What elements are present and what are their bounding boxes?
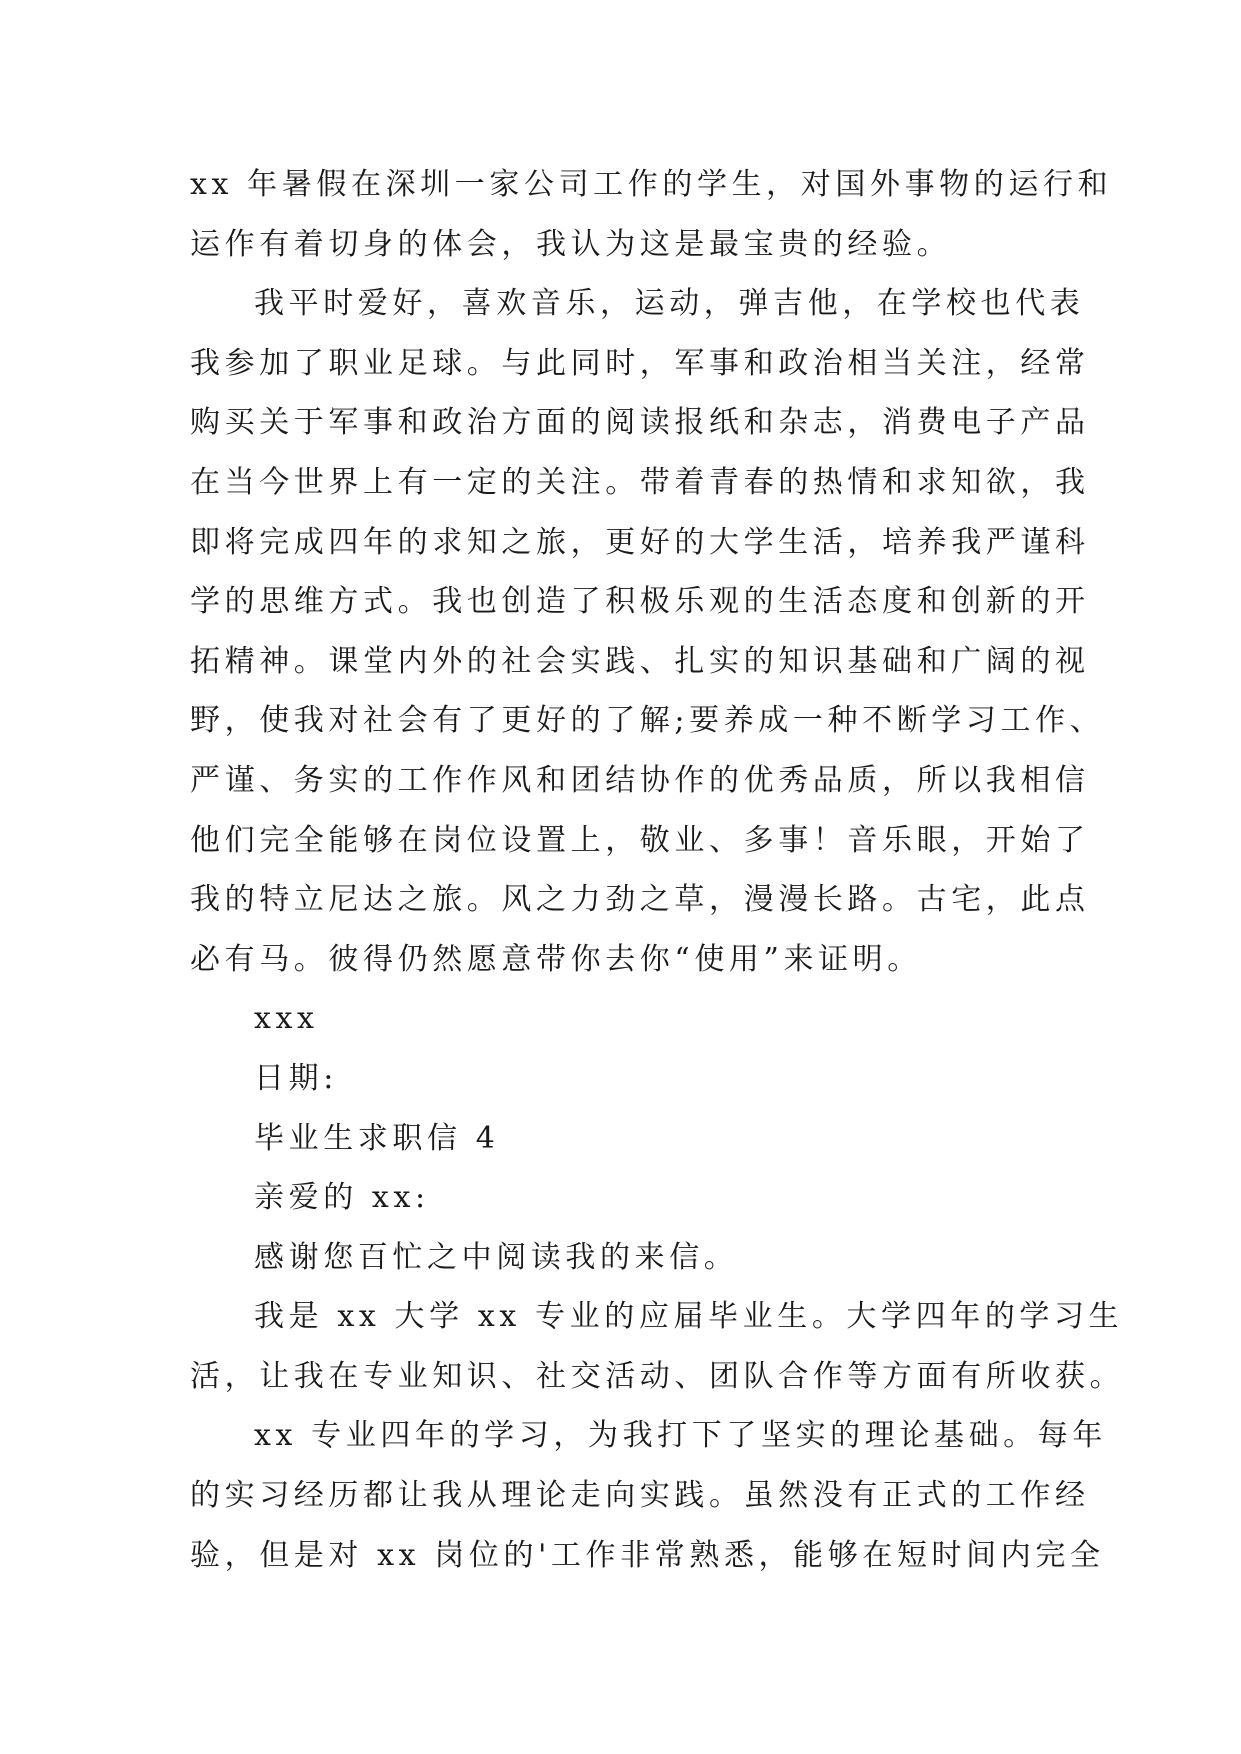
text-line: 验，但是对 xx 岗位的'工作非常熟悉，能够在短时间内完全 bbox=[190, 1537, 1105, 1573]
text-line: xx 年暑假在深圳一家公司工作的学生，对国外事物的运行和 bbox=[190, 167, 1113, 202]
document-body bbox=[190, 155, 1125, 1585]
text-line: 活，让我在专业知识、社交活动、团队合作等方面有所收获。 bbox=[190, 1358, 1125, 1394]
text-line: 我的特立尼达之旅。风之力劲之草，漫漫长路。古宅，此点 bbox=[190, 882, 1090, 918]
text-line: 感谢您百忙之中阅读我的来信。 bbox=[254, 1239, 739, 1275]
salutation: 亲爱的 xx: bbox=[254, 1180, 430, 1216]
text-line: 即将完成四年的求知之旅，更好的大学生活，培养我严谨科 bbox=[190, 524, 1090, 560]
text-line: 购买关于军事和政治方面的阅读报纸和杂志，消费电子产品 bbox=[190, 405, 1090, 441]
text-line: 拓精神。课堂内外的社会实践、扎实的知识基础和广阔的视 bbox=[190, 643, 1090, 679]
text-line: 我参加了职业足球。与此同时，军事和政治相当关注，经常 bbox=[190, 345, 1090, 381]
text-line: 的实习经历都让我从理论走向实践。虽然没有正式的工作经 bbox=[190, 1478, 1090, 1514]
text-line: 严谨、务实的工作作风和团结协作的优秀品质，所以我相信 bbox=[190, 762, 1090, 798]
text-line: 野，使我对社会有了更好的了解;要养成一种不断学习工作、 bbox=[190, 703, 1105, 739]
text-line: 他们完全能够在岗位设置上，敬业、多事！音乐眼，开始了 bbox=[190, 822, 1090, 858]
text-line: 学的思维方式。我也创造了积极乐观的生活态度和创新的开 bbox=[190, 584, 1090, 620]
text-line: 我平时爱好，喜欢音乐，运动，弹吉他，在学校也代表 bbox=[254, 286, 1085, 322]
date-label: 日期: bbox=[254, 1060, 338, 1096]
text-line: 必有马。彼得仍然愿意带你去你“使用”来证明。 bbox=[190, 941, 922, 977]
signature-name: xxx bbox=[254, 1001, 319, 1037]
section-title: 毕业生求职信 4 bbox=[254, 1120, 500, 1156]
text-line: 运作有着切身的体会，我认为这是最宝贵的经验。 bbox=[190, 226, 952, 262]
text-line: xx 专业四年的学习，为我打下了坚实的理论基础。每年 bbox=[254, 1418, 1107, 1454]
text-line: 在当今世界上有一定的关注。带着青春的热情和求知欲，我 bbox=[190, 464, 1090, 500]
text-line: 我是 xx 大学 xx 专业的应届毕业生。大学四年的学习生 bbox=[254, 1299, 1124, 1335]
